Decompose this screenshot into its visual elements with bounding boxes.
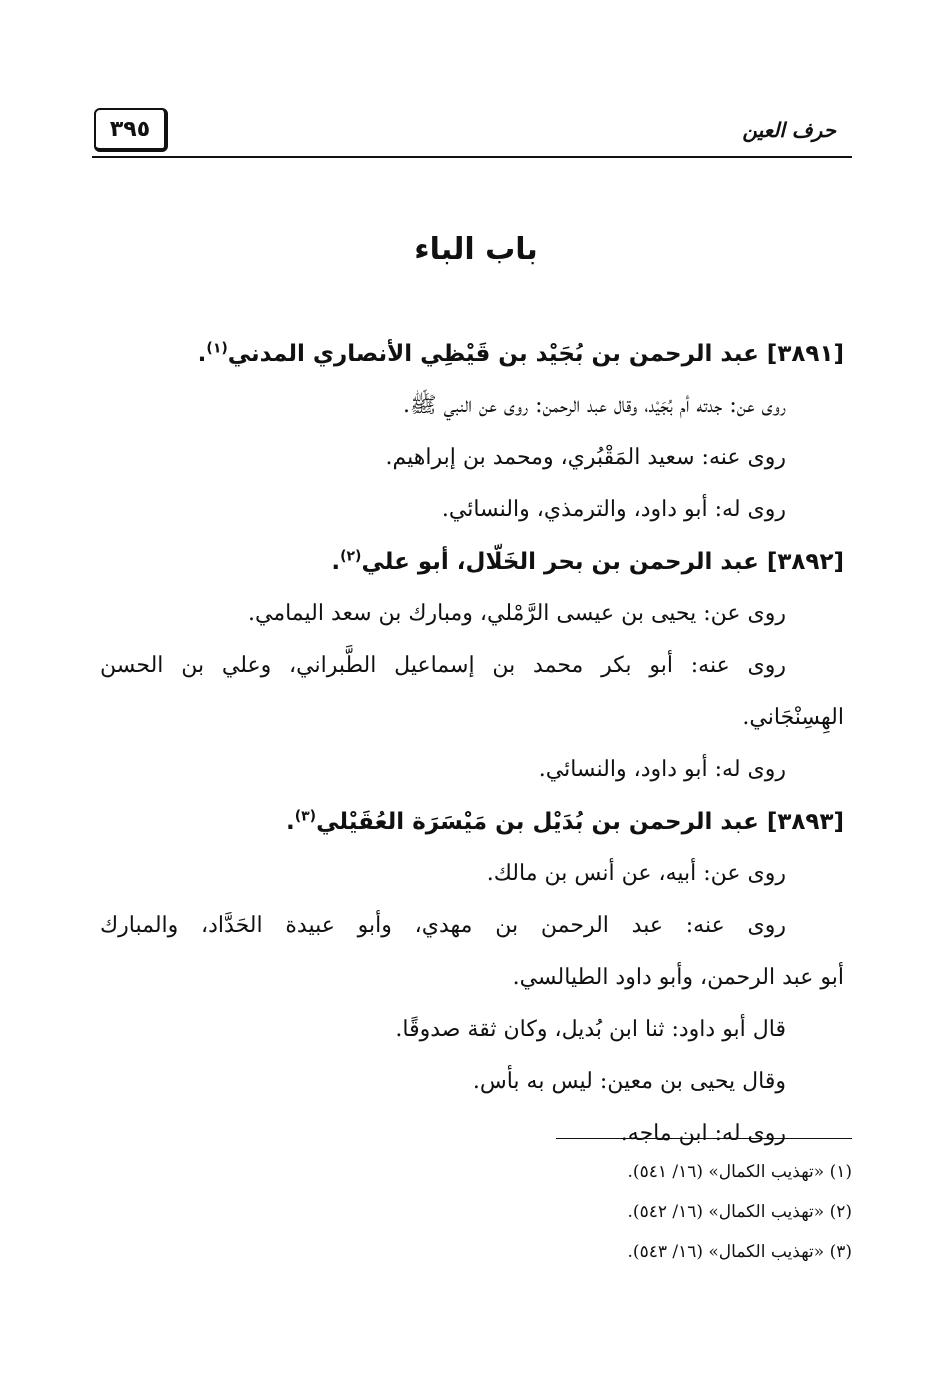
footnotes: [352, 1152, 852, 1272]
entry-line: روى عنه: عبد الرحمن بن مهدي، وأبو عبيدة الحَدَّاد، والمبارك: [100, 913, 786, 938]
entry-line: الهِسِنْجَاني.: [742, 705, 844, 730]
footnote-ref: (٣): [294, 808, 317, 825]
section-title: باب الباء: [414, 232, 538, 267]
page-number: ٣٩٥: [94, 108, 168, 152]
entry-heading: [٣٨٩٣] عبد الرحمن بن بُدَيْل بن مَيْسَرَة العُقَيْلي$^{(٣)}$.: [285, 808, 844, 835]
entry-heading-text: [٣٨٩٢] عبد الرحمن بن بحر الخَلّال، أبو علي: [361, 549, 844, 575]
main-content: [100, 328, 844, 1160]
entry-line: أبو عبد الرحمن، وأبو داود الطيالسي.: [512, 965, 844, 990]
footnote-ref: (١): [206, 340, 228, 357]
running-title: حرف العين: [742, 118, 836, 142]
footnote: (٣) «تهذيب الكمال» (١٦/ ٥٤٣).: [627, 1242, 852, 1262]
footnote-divider: [556, 1138, 852, 1139]
entry-line: روى عن: يحيى بن عيسى الرَّمْلي، ومبارك بن سعد اليمامي.: [247, 601, 786, 626]
entry-line: قال أبو داود: ثنا ابن بُديل، وكان ثقة صدوقًا.: [395, 1017, 786, 1042]
entry-line: وقال يحيى بن معين: ليس به بأس.: [472, 1069, 786, 1094]
page-header: [92, 108, 852, 160]
entry-line: روى له: ابن ماجه.: [620, 1121, 786, 1146]
entry-heading-text: [٣٨٩٣] عبد الرحمن بن بُدَيْل بن مَيْسَرَة العُقَيْلي: [316, 809, 844, 835]
footnote-ref: (٢): [340, 548, 362, 565]
footnote: (٢) «تهذيب الكمال» (١٦/ ٥٤٢).: [627, 1202, 852, 1222]
entry-line: روى عنه: سعيد المَقْبُري، ومحمد بن إبراهيم.: [385, 445, 786, 470]
entry-heading-text: [٣٨٩١] عبد الرحمن بن بُجَيْد بن قَيْظِي الأنصاري المدني: [227, 341, 844, 367]
entry-line: روى له: أبو داود، والنسائي.: [538, 757, 786, 782]
entry-heading: [٣٨٩٢] عبد الرحمن بن بحر الخَلّال، أبو علي$^{(٢)}$.: [331, 548, 844, 575]
entry-heading: [٣٨٩١] عبد الرحمن بن بُجَيْد بن قَيْظِي الأنصاري المدني$^{(١)}$.: [197, 340, 844, 367]
footnote: (١) «تهذيب الكمال» (١٦/ ٥٤١).: [627, 1162, 852, 1182]
entry-line: روى عن: جدته أم بُجَيْد، وقال عبد الرحمن: روى عن النبي ﷺ.: [403, 393, 786, 418]
entry-line: روى له: أبو داود، والترمذي، والنسائي.: [441, 497, 786, 522]
header-rule: [92, 156, 852, 158]
entry-line: روى عن: أبيه، عن أنس بن مالك.: [486, 861, 786, 886]
entry-line: روى عنه: أبو بكر محمد بن إسماعيل الطَّبراني، وعلي بن الحسن: [100, 653, 786, 678]
